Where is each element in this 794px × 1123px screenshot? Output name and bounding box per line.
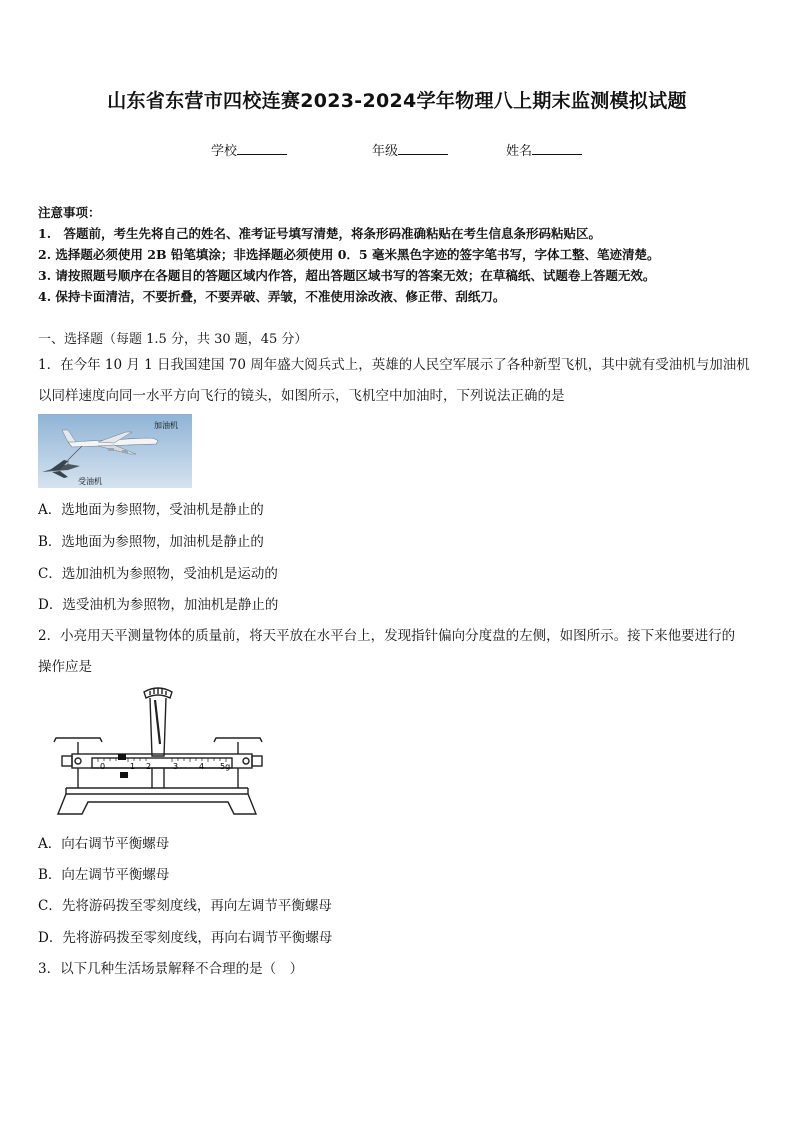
- q3-line-1: 3．以下几种生活场景解释不合理的是（ ）: [38, 961, 304, 977]
- notice-item-1: 1. 答题前，考生先将自己的姓名、准考证号填写清楚，将条形码准确粘贴在考生信息条形码粘贴区。: [38, 226, 602, 241]
- name-field: [506, 140, 582, 159]
- school-label: 学校: [211, 144, 238, 159]
- balance-illustration: [52, 682, 274, 820]
- left-pan: [54, 738, 102, 742]
- q1-line-1: 1．在今年 10 月 1 日我国建国 70 周年盛大阅兵式上，英雄的人民空军展示了各种新型飞机，其中就有受油机与加油机: [38, 357, 750, 373]
- receiver-label: 受油机: [78, 477, 102, 486]
- notice-heading: 注意事项：: [38, 205, 101, 220]
- balance-rider: [118, 754, 126, 760]
- q2-option-a: A．向右调节平衡螺母: [38, 836, 170, 852]
- right-pan: [214, 738, 262, 742]
- balance-base: [58, 794, 256, 814]
- section-heading: 一、选择题（每题 1.5 分，共 30 题，45 分）: [38, 332, 308, 347]
- scale-tick-4: 4: [199, 762, 205, 771]
- page-title: 山东省东营市四校连赛2023-2024学年物理八上期末监测模拟试题: [107, 90, 687, 112]
- q1-option-d: D．选受油机为参照物，加油机是静止的: [38, 597, 279, 613]
- q2-option-b: B．向左调节平衡螺母: [38, 867, 170, 883]
- balance-pointer: [155, 700, 160, 744]
- q2-line-2: 操作应是: [38, 659, 92, 675]
- name-blank[interactable]: [532, 140, 582, 155]
- scale-tick-2: 2: [146, 762, 152, 771]
- notice-item-2: 2. 选择题必须使用 2B 铅笔填涂；非选择题必须使用 0．5 毫米黑色字迹的签字笔书写，字体工整、笔迹清楚。: [38, 247, 660, 262]
- scale-tick-3: 3: [173, 762, 179, 771]
- beam-scale: [92, 758, 232, 768]
- rider-mark: [120, 772, 128, 778]
- q2-option-c: C．先将游码拨至零刻度线，再向左调节平衡螺母: [38, 898, 332, 914]
- school-blank[interactable]: [237, 140, 287, 155]
- left-balance-nut: [62, 756, 72, 766]
- tanker-label: 加油机: [154, 421, 178, 430]
- q1-figure-airplanes: [38, 414, 192, 488]
- q2-option-d: D．先将游码拨至零刻度线，再向右调节平衡螺母: [38, 930, 333, 946]
- name-label: 姓名: [506, 144, 533, 159]
- q1-line-2: 以同样速度向同一水平方向飞行的镜头，如图所示，飞机空中加油时，下列说法正确的是: [38, 388, 565, 404]
- scale-tick-0: 0: [100, 762, 106, 771]
- grade-blank[interactable]: [398, 140, 448, 155]
- q2-figure-balance: [52, 682, 274, 820]
- scale-tick-5: 5g: [220, 762, 231, 771]
- refueling-illustration: [38, 414, 192, 488]
- grade-field: [372, 140, 448, 159]
- school-field: [211, 140, 287, 159]
- scale-tick-1: 1: [130, 762, 136, 771]
- q1-option-a: A．选地面为参照物，受油机是静止的: [38, 502, 264, 518]
- q1-option-b: B．选地面为参照物，加油机是静止的: [38, 534, 264, 550]
- q1-option-c: C．选加油机为参照物，受油机是运动的: [38, 566, 278, 582]
- right-balance-nut: [252, 756, 262, 766]
- notice-item-4: 4. 保持卡面清洁，不要折叠，不要弄破、弄皱，不准使用涂改液、修正带、刮纸刀。: [38, 289, 506, 304]
- q2-line-1: 2．小亮用天平测量物体的质量前，将天平放在水平台上，发现指针偏向分度盘的左侧，如图所示。接下来他要进行的: [38, 628, 736, 644]
- grade-label: 年级: [372, 144, 399, 159]
- notice-item-3: 3. 请按照题号顺序在各题目的答题区域内作答，超出答题区域书写的答案无效；在草稿纸、试题卷上答题无效。: [38, 268, 656, 283]
